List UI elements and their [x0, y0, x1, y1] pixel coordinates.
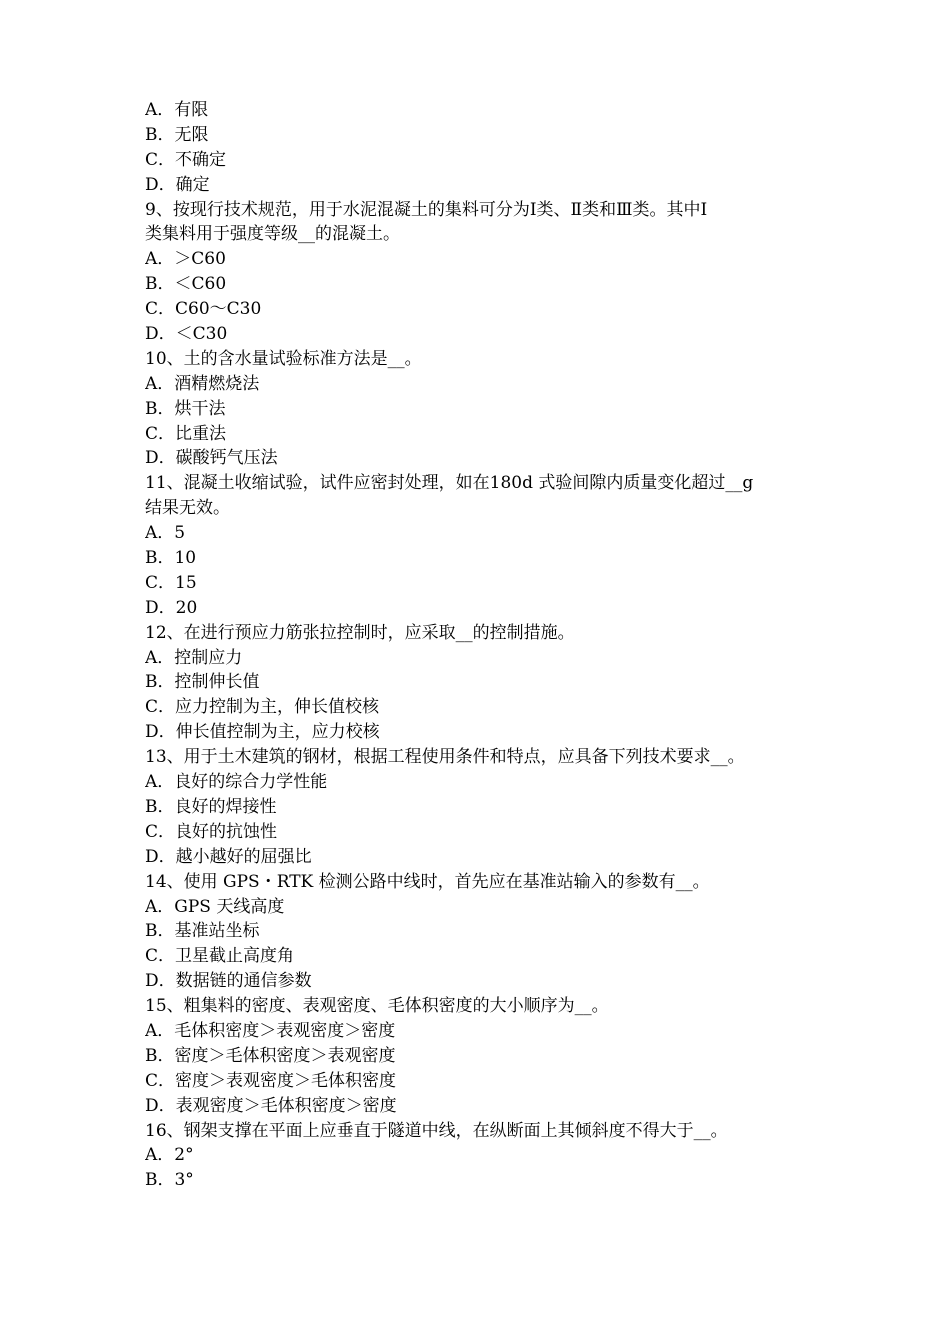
option-line: B．无限	[145, 124, 209, 145]
option-line: A．2°	[145, 1145, 194, 1166]
option-line: C．比重法	[145, 423, 227, 444]
option-line: D．数据链的通信参数	[145, 971, 312, 992]
option-line: C．不确定	[145, 149, 227, 170]
question-9-line-1: 9、按现行技术规范，用于水泥混凝土的集料可分为Ⅰ类、Ⅱ类和Ⅲ类。其中Ⅰ	[145, 199, 708, 220]
option-line: B．密度＞毛体积密度＞表观密度	[145, 1045, 396, 1066]
option-line: A．毛体积密度＞表观密度＞密度	[145, 1020, 396, 1041]
option-line: C．C60～C30	[145, 299, 262, 320]
option-line: A．GPS 天线高度	[145, 896, 285, 917]
question-14: 14、使用 GPS・RTK 检测公路中线时，首先应在基准站输入的参数有__。	[145, 871, 710, 892]
option-line: A．酒精燃烧法	[145, 373, 260, 394]
option-line: A．＞C60	[145, 249, 226, 270]
option-line: B．10	[145, 548, 197, 569]
option-line: B．控制伸长值	[145, 672, 260, 693]
option-line: D．越小越好的屈强比	[145, 846, 312, 867]
option-line: A．良好的综合力学性能	[145, 772, 328, 793]
option-line: D．伸长值控制为主，应力校核	[145, 722, 380, 743]
option-line: A．控制应力	[145, 647, 243, 668]
option-line: C．良好的抗蚀性	[145, 821, 278, 842]
option-line: B．基准站坐标	[145, 921, 260, 942]
option-line: D．确定	[145, 174, 210, 195]
question-15: 15、粗集料的密度、表观密度、毛体积密度的大小顺序为__。	[145, 996, 609, 1017]
question-16: 16、钢架支撑在平面上应垂直于隧道中线，在纵断面上其倾斜度不得大于__。	[145, 1120, 728, 1141]
question-12: 12、在进行预应力筋张拉控制时，应采取__的控制措施。	[145, 622, 575, 643]
option-line: D．表观密度＞毛体积密度＞密度	[145, 1095, 397, 1116]
option-line: D．＜C30	[145, 324, 228, 345]
option-line: C．卫星截止高度角	[145, 946, 295, 967]
question-11-line-1: 11、混凝土收缩试验，试件应密封处理，如在180d 式验间隙内质量变化超过__g	[145, 473, 754, 494]
question-13: 13、用于土木建筑的钢材，根据工程使用条件和特点，应具备下列技术要求__。	[145, 747, 745, 768]
option-line: A．5	[145, 523, 186, 544]
question-11-line-2: 结果无效。	[145, 498, 230, 519]
option-line: C．密度＞表观密度＞毛体积密度	[145, 1070, 397, 1091]
document-page	[145, 98, 815, 1193]
option-line: B．良好的焊接性	[145, 796, 277, 817]
option-line: B．3°	[145, 1170, 194, 1191]
option-line: B．＜C60	[145, 274, 227, 295]
option-line: C．应力控制为主，伸长值校核	[145, 697, 380, 718]
question-10: 10、土的含水量试验标准方法是__。	[145, 348, 422, 369]
option-line: D．碳酸钙气压法	[145, 448, 278, 469]
option-line: C．15	[145, 572, 197, 593]
question-9-line-2: 类集料用于强度等级__的混凝土。	[145, 224, 400, 245]
option-line: B．烘干法	[145, 398, 226, 419]
option-line: A．有限	[145, 100, 209, 120]
option-line: D．20	[145, 597, 198, 618]
